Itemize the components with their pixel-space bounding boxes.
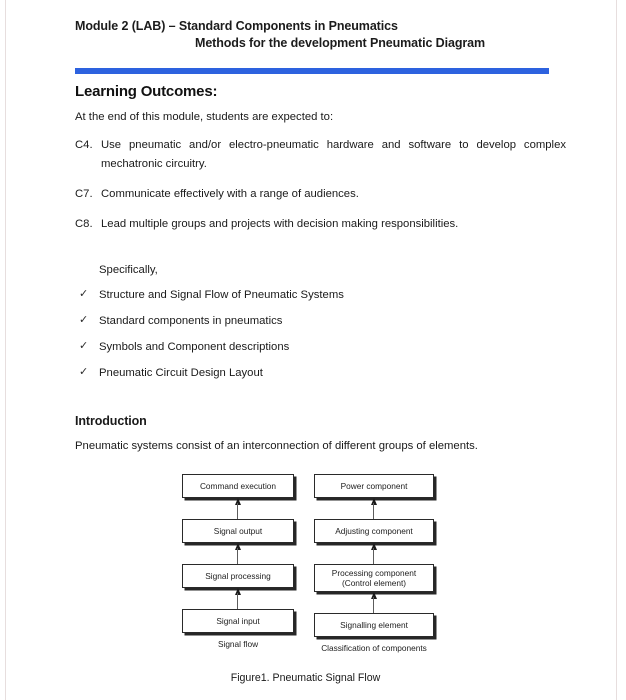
flow-box-line-1: Processing component [331, 568, 417, 578]
learning-outcomes-heading: Learning Outcomes: [75, 83, 218, 100]
arrow-up-icon [233, 498, 243, 519]
document-title-line-2: Methods for the development Pneumatic Diagram [195, 36, 485, 50]
pneumatic-signal-flow-figure [75, 474, 566, 684]
introduction-heading: Introduction [75, 414, 147, 428]
flow-box [314, 564, 434, 592]
list-item-label: Standard components in pneumatics [99, 315, 283, 327]
learning-outcomes-lead: At the end of this module, students are expected to: [75, 111, 334, 123]
arrow-up-icon [233, 543, 243, 564]
learning-outcome-code: C8. [75, 218, 93, 230]
figure-columns [75, 474, 566, 653]
flow-box: Signalling element [314, 613, 434, 637]
arrow-up-icon [233, 588, 243, 609]
flow-box: Signal output [182, 519, 294, 543]
check-icon: ✓ [79, 366, 89, 378]
list-item [75, 314, 566, 328]
figure-caption: Figure1. Pneumatic Signal Flow [230, 672, 381, 684]
arrow-up-icon [369, 498, 379, 519]
flow-box: Power component [314, 474, 434, 498]
list-item [75, 366, 566, 380]
arrow-up-icon [369, 543, 379, 564]
flow-box: Signal processing [182, 564, 294, 588]
flow-box: Command execution [182, 474, 294, 498]
learning-outcome-code: C4. [75, 139, 93, 151]
column-label: Signal flow [217, 639, 259, 649]
list-item [75, 288, 566, 302]
flow-box-line-2: (Control element) [341, 578, 407, 588]
list-item-label: Pneumatic Circuit Design Layout [99, 367, 263, 379]
specifically-label: Specifically, [99, 264, 158, 276]
introduction-body: Pneumatic systems consist of an interconnection of different groups of elements. [75, 440, 478, 452]
list-item-label: Symbols and Component descriptions [99, 341, 290, 353]
accent-divider [75, 68, 549, 74]
signal-flow-column [182, 474, 294, 653]
learning-outcome-text: Communicate effectively with a range of audiences. [101, 188, 359, 200]
arrow-up-icon [369, 592, 379, 613]
learning-outcome-text: Use pneumatic and/or electro-pneumatic hardware and software to develop complex mechatronic circuitry. [101, 139, 566, 170]
list-item [75, 340, 566, 354]
check-icon: ✓ [79, 314, 89, 326]
document-title-line-1: Module 2 (LAB) – Standard Components in Pneumatics [75, 19, 398, 33]
classification-column [314, 474, 434, 653]
learning-outcome-text: Lead multiple groups and projects with decision making responsibilities. [101, 218, 459, 230]
check-icon: ✓ [79, 340, 89, 352]
learning-outcome-item [75, 185, 566, 204]
flow-box: Adjusting component [314, 519, 434, 543]
learning-outcome-item [75, 215, 566, 234]
list-item-label: Structure and Signal Flow of Pneumatic Systems [99, 289, 344, 301]
specific-topics-list [75, 288, 566, 380]
flow-box: Signal input [182, 609, 294, 633]
document-title [75, 18, 566, 52]
learning-outcome-code: C7. [75, 188, 93, 200]
learning-outcome-item [75, 136, 566, 174]
column-label: Classification of components [321, 643, 427, 653]
check-icon: ✓ [79, 288, 89, 300]
